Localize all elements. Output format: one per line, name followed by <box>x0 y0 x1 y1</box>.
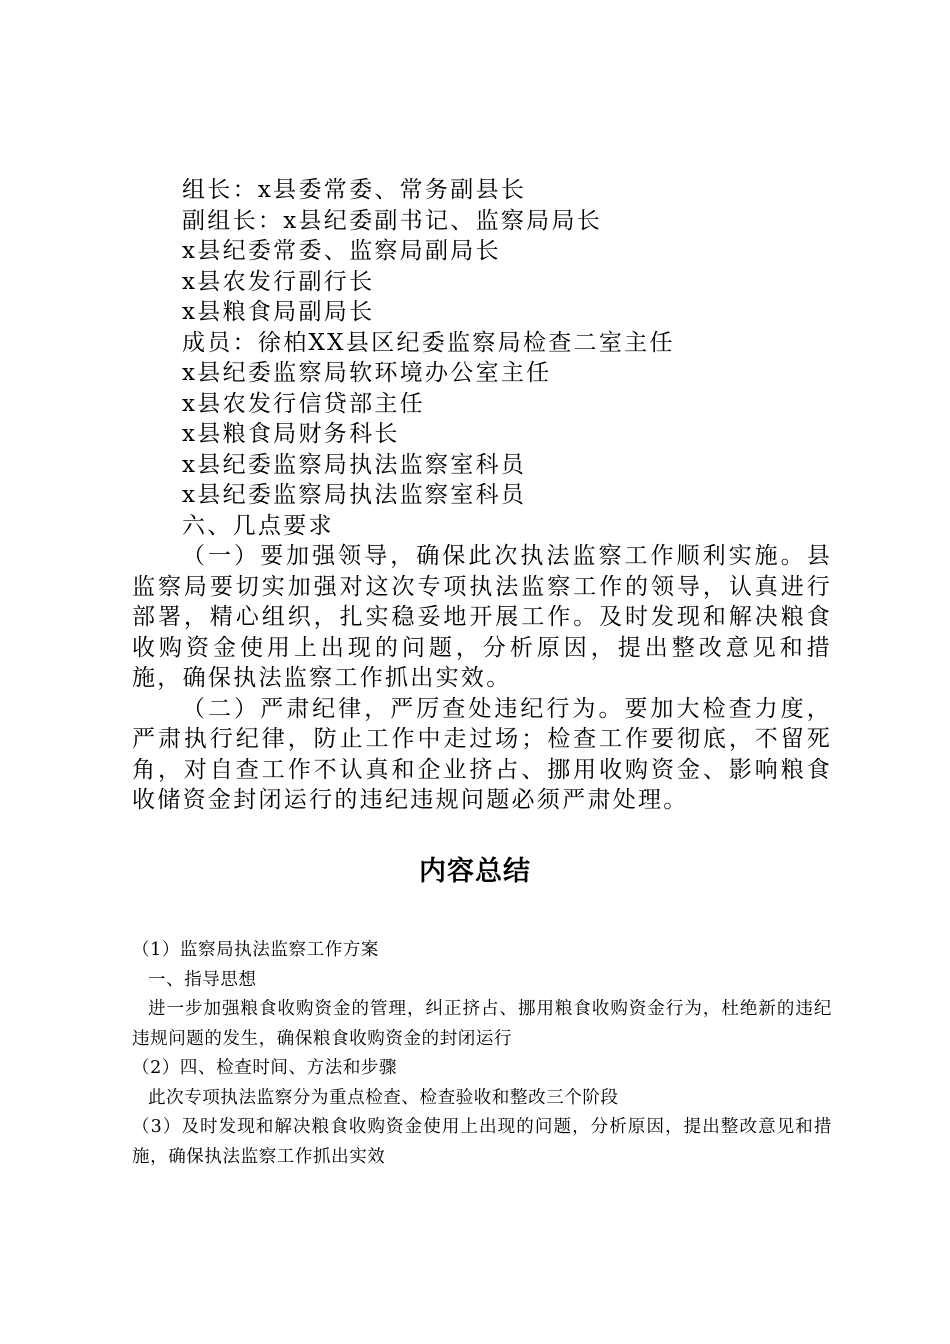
main-body <box>132 175 832 816</box>
group-leader-line: 组长：x县委常委、常务副县长 <box>182 177 527 203</box>
summary-item-2-heading: （2）四、检查时间、方法和步骤 <box>132 1058 398 1078</box>
deputy-leader-line-3: x县农发行副行长 <box>182 268 375 295</box>
deputy-leader-line: 副组长：x县纪委副书记、监察局局长 <box>182 207 603 234</box>
member-line-3: x县农发行信贷部主任 <box>182 390 425 417</box>
member-line-2: x县纪委监察局软环境办公室主任 <box>182 360 552 386</box>
summary-title: 内容总结 <box>419 856 531 887</box>
deputy-leader-line-2: x县纪委常委、监察局副局长 <box>182 238 501 264</box>
member-line-4: x县粮食局财务科长 <box>182 421 400 447</box>
summary-block <box>132 936 832 1172</box>
section-heading-requirements: 六、几点要求 <box>182 512 334 539</box>
summary-item-1-heading: （1）监察局执法监察工作方案 <box>132 940 380 960</box>
requirement-paragraph-2: （二）严肃纪律，严厉查处违纪行为。要加大检查力度，严肃执行纪律，防止工作中走过场；检查工作要彻底，不留死角，对自查工作不认真和企业挤占、挪用收购资金、影响粮食收储资金封闭运行的违纪违规问题必须严肃处理。 <box>132 695 832 813</box>
member-line-5: x县纪委监察局执法监察室科员 <box>182 451 527 478</box>
deputy-leader-line-4: x县粮食局副局长 <box>182 299 375 325</box>
member-line-6: x县纪委监察局执法监察室科员 <box>182 482 527 508</box>
summary-item-2-text: 此次专项执法监察分为重点检查、检查验收和整改三个阶段 <box>148 1087 619 1108</box>
summary-item-1-subheading: 一、指导思想 <box>148 969 257 990</box>
members-line: 成员：徐柏XX县区纪委监察局检查二室主任 <box>182 329 675 356</box>
summary-item-1-text: 进一步加强粮食收购资金的管理，纠正挤占、挪用粮食收购资金行为，杜绝新的违纪违规问题的发生，确保粮食收购资金的封闭运行 <box>132 999 832 1049</box>
requirement-paragraph-1: （一）要加强领导，确保此次执法监察工作顺利实施。县监察局要切实加强对这次专项执法监察工作的领导，认真进行部署，精心组织，扎实稳妥地开展工作。及时发现和解决粮食收购资金使用上出现的问题，分析原因，提出整改意见和措施，确保执法监察工作抓出实效。 <box>132 543 832 691</box>
summary-item-3-text: （3）及时发现和解决粮食收购资金使用上出现的问题，分析原因，提出整改意见和措施，确保执法监察工作抓出实效 <box>132 1117 832 1167</box>
